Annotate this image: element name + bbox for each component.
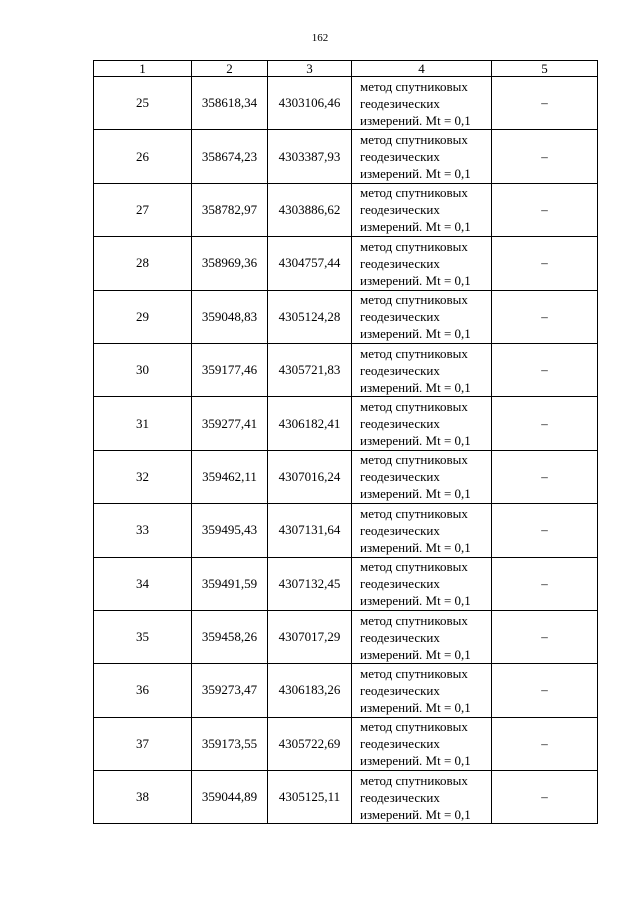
- y-coordinate-cell: 4303106,46: [268, 77, 352, 130]
- y-coordinate-cell: 4305124,28: [268, 290, 352, 343]
- method-text-line: метод спутниковых: [360, 505, 468, 521]
- point-number-cell: 36: [94, 664, 192, 717]
- method-cell: [352, 397, 492, 450]
- note-cell: –: [492, 664, 598, 717]
- method-text-line: геодезических: [360, 469, 440, 485]
- method-cell: [352, 290, 492, 343]
- method-cell: [352, 450, 492, 503]
- x-coordinate-cell: 359462,11: [192, 450, 268, 503]
- x-coordinate-cell: 358782,97: [192, 183, 268, 236]
- method-text-line: измерений. Mt = 0,1: [360, 753, 471, 769]
- x-coordinate-cell: 359491,59: [192, 557, 268, 610]
- point-number-cell: 25: [94, 77, 192, 130]
- method-cell: [352, 610, 492, 663]
- method-text-line: геодезических: [360, 416, 440, 432]
- x-coordinate-cell: 359177,46: [192, 343, 268, 396]
- header-row: [94, 61, 598, 77]
- method-text-line: метод спутниковых: [360, 399, 468, 415]
- point-number-cell: 31: [94, 397, 192, 450]
- y-coordinate-cell: 4305721,83: [268, 343, 352, 396]
- x-coordinate-cell: 359048,83: [192, 290, 268, 343]
- method-text-line: измерений. Mt = 0,1: [360, 379, 471, 395]
- method-cell: [352, 557, 492, 610]
- note-cell: –: [492, 504, 598, 557]
- x-coordinate-cell: 358618,34: [192, 77, 268, 130]
- header-col-1: 1: [94, 61, 192, 77]
- x-coordinate-cell: 359044,89: [192, 771, 268, 824]
- point-number-cell: 38: [94, 771, 192, 824]
- y-coordinate-cell: 4306182,41: [268, 397, 352, 450]
- method-text-line: геодезических: [360, 576, 440, 592]
- y-coordinate-cell: 4306183,26: [268, 664, 352, 717]
- point-number-cell: 34: [94, 557, 192, 610]
- y-coordinate-cell: 4307017,29: [268, 610, 352, 663]
- note-cell: –: [492, 771, 598, 824]
- method-cell: [352, 183, 492, 236]
- method-cell: [352, 664, 492, 717]
- method-text-line: измерений. Mt = 0,1: [360, 219, 471, 235]
- table-row: [94, 771, 598, 824]
- method-text-line: метод спутниковых: [360, 185, 468, 201]
- method-text-line: метод спутниковых: [360, 452, 468, 468]
- method-text-line: геодезических: [360, 362, 440, 378]
- table-row: [94, 450, 598, 503]
- note-cell: –: [492, 717, 598, 770]
- table-row: [94, 77, 598, 130]
- method-text-line: измерений. Mt = 0,1: [360, 272, 471, 288]
- note-cell: –: [492, 343, 598, 396]
- method-text-line: измерений. Mt = 0,1: [360, 593, 471, 609]
- table-row: [94, 237, 598, 290]
- method-cell: [352, 77, 492, 130]
- method-text-line: геодезических: [360, 95, 440, 111]
- table-row: [94, 504, 598, 557]
- table-row: [94, 343, 598, 396]
- point-number-cell: 33: [94, 504, 192, 557]
- method-text-line: геодезических: [360, 202, 440, 218]
- method-text-line: геодезических: [360, 255, 440, 271]
- method-text-line: метод спутниковых: [360, 559, 468, 575]
- x-coordinate-cell: 358969,36: [192, 237, 268, 290]
- point-number-cell: 26: [94, 130, 192, 183]
- method-text-line: геодезических: [360, 309, 440, 325]
- note-cell: –: [492, 237, 598, 290]
- point-number-cell: 30: [94, 343, 192, 396]
- note-cell: –: [492, 183, 598, 236]
- table-row: [94, 717, 598, 770]
- header-col-5: 5: [492, 61, 598, 77]
- method-text-line: метод спутниковых: [360, 292, 468, 308]
- method-text-line: измерений. Mt = 0,1: [360, 806, 471, 822]
- method-text-line: измерений. Mt = 0,1: [360, 433, 471, 449]
- method-text-line: геодезических: [360, 682, 440, 698]
- table-row: [94, 290, 598, 343]
- table-row: [94, 557, 598, 610]
- method-text-line: геодезических: [360, 789, 440, 805]
- method-text-line: метод спутниковых: [360, 665, 468, 681]
- note-cell: –: [492, 130, 598, 183]
- coordinates-table: [93, 60, 598, 824]
- y-coordinate-cell: 4305722,69: [268, 717, 352, 770]
- method-text-line: геодезических: [360, 522, 440, 538]
- y-coordinate-cell: 4307131,64: [268, 504, 352, 557]
- method-text-line: геодезических: [360, 149, 440, 165]
- x-coordinate-cell: 359277,41: [192, 397, 268, 450]
- method-cell: [352, 130, 492, 183]
- header-col-2: 2: [192, 61, 268, 77]
- note-cell: –: [492, 397, 598, 450]
- y-coordinate-cell: 4304757,44: [268, 237, 352, 290]
- table-row: [94, 610, 598, 663]
- y-coordinate-cell: 4305125,11: [268, 771, 352, 824]
- method-text-line: метод спутниковых: [360, 132, 468, 148]
- table-row: [94, 397, 598, 450]
- method-text-line: измерений. Mt = 0,1: [360, 112, 471, 128]
- x-coordinate-cell: 359458,26: [192, 610, 268, 663]
- table-row: [94, 183, 598, 236]
- header-col-4: 4: [352, 61, 492, 77]
- page-number: 162: [311, 32, 329, 44]
- table-body: [94, 77, 598, 824]
- method-text-line: измерений. Mt = 0,1: [360, 486, 471, 502]
- method-text-line: геодезических: [360, 736, 440, 752]
- method-text-line: метод спутниковых: [360, 772, 468, 788]
- note-cell: –: [492, 290, 598, 343]
- method-text-line: геодезических: [360, 629, 440, 645]
- method-text-line: измерений. Mt = 0,1: [360, 646, 471, 662]
- x-coordinate-cell: 358674,23: [192, 130, 268, 183]
- point-number-cell: 37: [94, 717, 192, 770]
- method-text-line: измерений. Mt = 0,1: [360, 539, 471, 555]
- x-coordinate-cell: 359273,47: [192, 664, 268, 717]
- method-text-line: измерений. Mt = 0,1: [360, 166, 471, 182]
- note-cell: –: [492, 77, 598, 130]
- x-coordinate-cell: 359495,43: [192, 504, 268, 557]
- method-text-line: измерений. Mt = 0,1: [360, 326, 471, 342]
- method-cell: [352, 343, 492, 396]
- table-header: [94, 61, 598, 77]
- method-cell: [352, 237, 492, 290]
- y-coordinate-cell: 4303886,62: [268, 183, 352, 236]
- point-number-cell: 35: [94, 610, 192, 663]
- method-text-line: метод спутниковых: [360, 719, 468, 735]
- method-text-line: измерений. Mt = 0,1: [360, 699, 471, 715]
- x-coordinate-cell: 359173,55: [192, 717, 268, 770]
- method-text-line: метод спутниковых: [360, 345, 468, 361]
- method-cell: [352, 717, 492, 770]
- point-number-cell: 32: [94, 450, 192, 503]
- method-cell: [352, 771, 492, 824]
- table-row: [94, 130, 598, 183]
- y-coordinate-cell: 4307016,24: [268, 450, 352, 503]
- point-number-cell: 28: [94, 237, 192, 290]
- note-cell: –: [492, 557, 598, 610]
- method-text-line: метод спутниковых: [360, 612, 468, 628]
- method-text-line: метод спутниковых: [360, 78, 468, 94]
- table-row: [94, 664, 598, 717]
- note-cell: –: [492, 450, 598, 503]
- y-coordinate-cell: 4303387,93: [268, 130, 352, 183]
- point-number-cell: 29: [94, 290, 192, 343]
- point-number-cell: 27: [94, 183, 192, 236]
- method-cell: [352, 504, 492, 557]
- header-col-3: 3: [268, 61, 352, 77]
- method-text-line: метод спутниковых: [360, 238, 468, 254]
- note-cell: –: [492, 610, 598, 663]
- y-coordinate-cell: 4307132,45: [268, 557, 352, 610]
